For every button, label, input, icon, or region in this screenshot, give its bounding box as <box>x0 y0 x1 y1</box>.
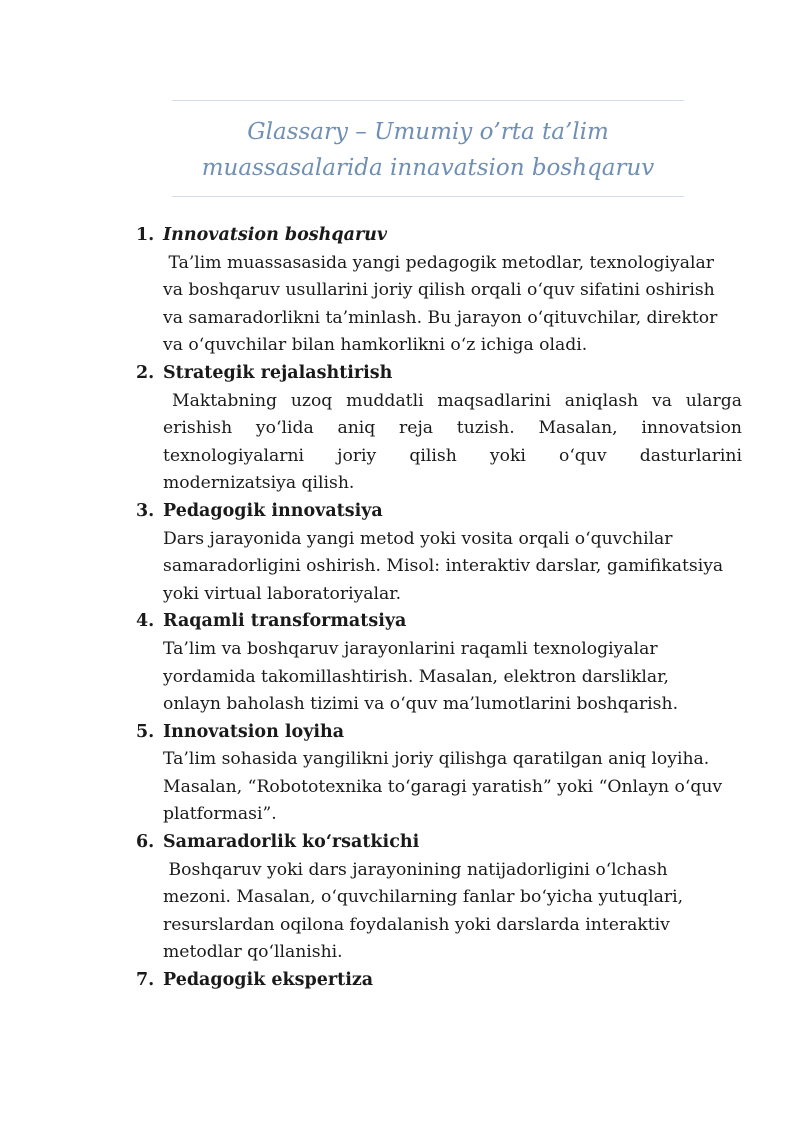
item-number: 1. <box>136 225 155 245</box>
item-term: Strategik rejalashtirish <box>163 362 393 383</box>
item-term: Innovatsion loyiha <box>163 721 345 742</box>
item-term: Pedagogik ekspertiza <box>163 970 374 991</box>
definition-line: va oʻquvchilar bilan hamkorlikni oʻz ichiga oladi. <box>163 335 588 356</box>
definition-line: mezoni. Masalan, oʻquvchilarning fanlar boʻyicha yutuqlari, <box>163 887 684 908</box>
title-line-2: muassasalarida innavatsion boshqaruv <box>201 155 655 181</box>
definition-line: va samaradorlikni ta’minlash. Bu jarayon oʻqituvchilar, direktor <box>163 307 718 328</box>
item-term: Raqamli transformatsiya <box>163 611 407 632</box>
definition-line: Boshqaruv yoki dars jarayonining natijadorligini oʻlchash <box>163 859 668 880</box>
title-line-1: Glassary – Umumiy o’rta ta’lim <box>247 119 609 145</box>
definition-line: onlayn baholash tizimi va oʻquv ma’lumotlarini boshqarish. <box>163 694 679 715</box>
definition-line: erishish yoʻlida aniq reja tuzish. Masalan, innovatsion <box>163 418 742 439</box>
item-term: Pedagogik innovatsiya <box>163 500 383 521</box>
glossary-item <box>136 967 742 995</box>
definition-line: Maktabning uzoq muddatli maqsadlarini aniqlash va ularga <box>172 390 742 411</box>
title-bottom-rule <box>172 196 684 197</box>
definition-line: samaradorligini oshirish. Misol: interaktiv darslar, gamifikatsiya <box>163 556 724 577</box>
glossary-item <box>136 608 742 718</box>
glossary-item <box>136 719 742 829</box>
definition-line: platformasi”. <box>163 804 277 825</box>
definition-line: Dars jarayonida yangi metod yoki vosita orqali oʻquvchilar <box>163 528 673 549</box>
definition-line: Masalan, “Robototexnika toʻgaragi yaratish” yoki “Onlayn oʻquv <box>163 776 723 797</box>
item-term: Innovatsion boshqaruv <box>163 225 388 245</box>
item-definition <box>163 526 742 609</box>
definition-line: Ta’lim muassasasida yangi pedagogik metodlar, texnologiyalar <box>163 252 714 273</box>
item-number: 5. <box>136 721 155 742</box>
item-number: 2. <box>136 362 155 383</box>
item-definition <box>163 250 742 360</box>
item-number: 6. <box>136 832 155 853</box>
definition-line: yordamida takomillashtirish. Masalan, elektron darsliklar, <box>163 666 669 687</box>
item-term: Samaradorlik koʻrsatkichi <box>163 832 420 853</box>
definition-line: texnologiyalarni joriy qilish yoki oʻquv dasturlarini <box>163 445 742 466</box>
document-title <box>150 114 706 186</box>
title-top-rule <box>172 100 684 101</box>
item-definition <box>163 746 742 829</box>
item-definition <box>163 857 742 967</box>
item-number: 4. <box>136 611 155 632</box>
definition-line: modernizatsiya qilish. <box>163 473 355 494</box>
item-definition <box>163 636 742 719</box>
item-definition <box>163 388 742 498</box>
glossary-item <box>136 829 742 967</box>
definition-line: va boshqaruv usullarini joriy qilish orqali oʻquv sifatini oshirish <box>163 280 715 301</box>
definition-line: resurslardan oqilona foydalanish yoki darslarda interaktiv <box>163 914 670 935</box>
definition-line: yoki virtual laboratoriyalar. <box>163 583 402 604</box>
item-number: 7. <box>136 970 155 991</box>
glossary-item <box>136 222 742 360</box>
glossary-list <box>136 222 742 995</box>
definition-line: Ta’lim sohasida yangilikni joriy qilishga qaratilgan aniq loyiha. <box>163 749 710 770</box>
item-number: 3. <box>136 500 155 521</box>
glossary-item <box>136 498 742 608</box>
glossary-item <box>136 360 742 498</box>
definition-line: metodlar qoʻllanishi. <box>163 942 343 963</box>
definition-line: Ta’lim va boshqaruv jarayonlarini raqamli texnologiyalar <box>163 638 658 659</box>
